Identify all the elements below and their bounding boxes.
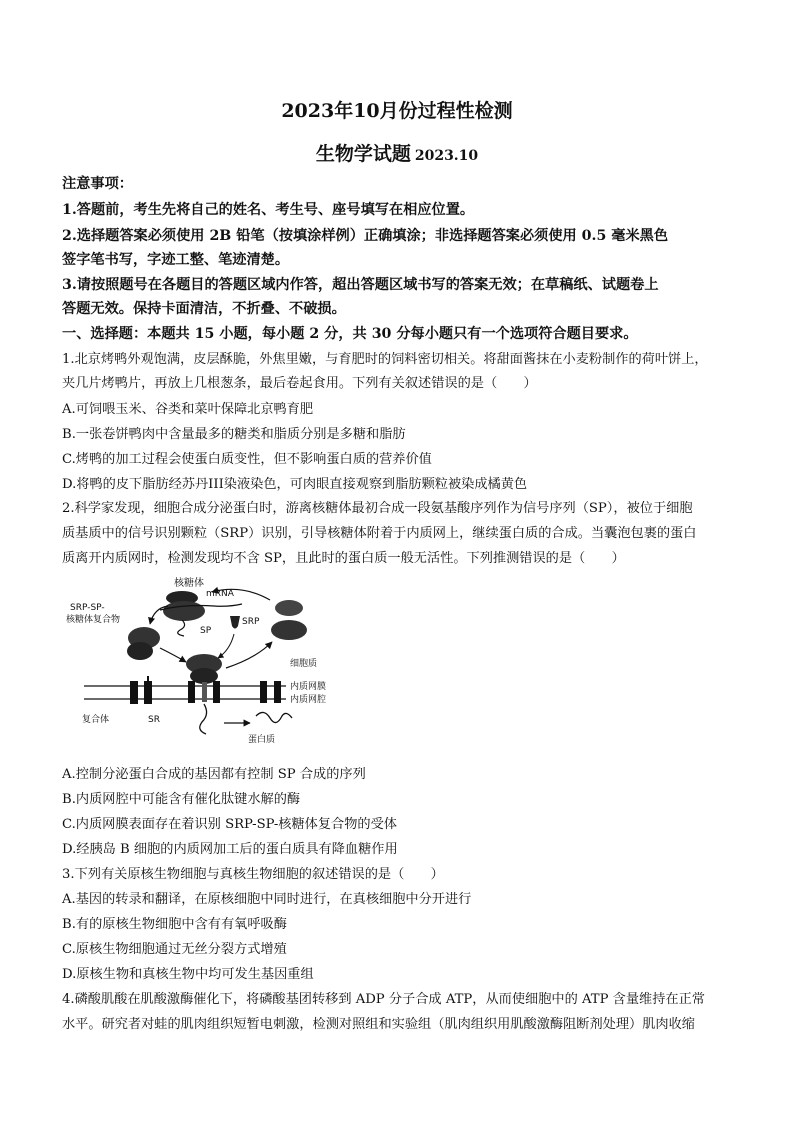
q3-option-a: A.基因的转录和翻译，在原核细胞中同时进行，在真核细胞中分开进行	[62, 892, 472, 907]
exam-title: 2023年10月份过程性检测	[281, 100, 513, 122]
q2-option-d: D.经胰岛 B 细胞的内质网加工后的蛋白质具有降血糖作用	[62, 842, 398, 857]
q4-stem-line-1: 4.磷酸肌酸在肌酸激酶催化下，将磷酸基团转移到 ADP 分子合成 ATP，从而使细胞中的 ATP 含量维持在正常	[62, 992, 705, 1007]
srp-pathway-diagram	[64, 576, 338, 748]
q3-option-b: B.有的原核生物细胞中含有有氧呼吸酶	[62, 917, 287, 932]
folded-protein	[256, 712, 292, 722]
label-cytoplasm: 细胞质	[290, 659, 318, 669]
q1-stem-line-2: 夹几片烤鸭片，再放上几根葱条，最后卷起食用。下列有关叙述错误的是（ ）	[62, 376, 537, 391]
q1-option-c: C.烤鸭的加工过程会使蛋白质变性，但不影响蛋白质的营养价值	[62, 452, 432, 467]
er-membrane	[84, 686, 286, 699]
label-ribosome: 核糖体	[174, 578, 204, 589]
q4-stem-line-2: 水平。研究者对蛙的肌肉组织短暂电刺激，检测对照组和实验组（肌肉组织用肌酸激酶阻断剂处理）肌肉收缩	[62, 1017, 695, 1032]
q1-option-b: B.一张卷饼鸭肉中含量最多的糖类和脂质分别是多糖和脂肪	[62, 427, 406, 442]
q3-option-c: C.原核生物细胞通过无丝分裂方式增殖	[62, 942, 287, 957]
arrow-to-membrane	[160, 648, 186, 662]
arrow-release	[226, 642, 272, 668]
srp-sp-ribosome-complex	[127, 627, 160, 660]
nascent-chain	[200, 704, 207, 734]
label-er-membrane: 内质网膜	[290, 682, 327, 692]
released-ribosome	[271, 600, 307, 640]
q1-option-a: A.可饲喂玉米、谷类和菜叶保障北京鸭育肥	[62, 402, 314, 417]
notice-item-2-line-2: 签字笔书写，字迹工整、笔迹清楚。	[62, 252, 290, 268]
q1-stem-line-1: 1.北京烤鸭外观饱满，皮层酥脆，外焦里嫩，与育肥时的饲料密切相关。将甜面酱抹在小麦粉制作的荷叶饼上，	[62, 352, 708, 367]
label-complex-line-2: 核糖体复合物	[66, 615, 121, 625]
q2-option-b: B.内质网腔中可能含有催化肽键水解的酶	[62, 792, 301, 807]
q2-stem-line-1: 2.科学家发现，细胞合成分泌蛋白时，游离核糖体最初合成一段氨基酸序列作为信号序列（SP），被位于细胞	[62, 501, 693, 516]
label-sr: SR	[148, 715, 160, 725]
label-srp: SRP	[242, 617, 260, 627]
label-complex-line-1: SRP-SP-	[70, 603, 105, 613]
arrow-srp	[218, 634, 234, 658]
notice-item-3-line-1: 3.请按照题号在各题目的答题区域内作答，超出答题区域书写的答案无效；在草稿纸、试题卷上	[62, 277, 659, 293]
label-mrna: mRNA	[206, 589, 234, 599]
q2-stem-line-3: 质离开内质网时，检测发现均不含 SP，且此时的蛋白质一般无活性。下列推测错误的是（ ）	[62, 551, 625, 566]
label-sp: SP	[200, 626, 212, 636]
label-protein: 蛋白质	[248, 735, 276, 745]
exam-date: 2023.10	[414, 148, 479, 164]
notice-item-2-line-1: 2.选择题答案必须使用 2B 铅笔（按填涂样例）正确填涂；非选择题答案必须使用 0.5 毫米黑色	[62, 228, 669, 244]
q2-option-a: A.控制分泌蛋白合成的基因都有控制 SP 合成的序列	[62, 767, 366, 782]
sr-receptor	[130, 676, 152, 704]
q1-option-d: D.将鸭的皮下脂肪经苏丹III染液染色，可肉眼直接观察到脂肪颗粒被染成橘黄色	[62, 477, 528, 492]
subject-title: 生物学试题	[315, 143, 411, 165]
notice-item-3-line-2: 答题无效。保持卡面清洁，不折叠、不破损。	[62, 301, 346, 317]
srp-particle	[230, 616, 240, 629]
q3-stem: 3.下列有关原核生物细胞与真核生物细胞的叙述错误的是（ ）	[62, 867, 444, 882]
q2-stem-line-2: 质基质中的信号识别颗粒（SRP）识别，引导核糖体附着于内质网上，继续蛋白质的合成。当囊泡包裹的蛋白	[62, 526, 697, 541]
section-1-heading: 一、选择题：本题共 15 小题，每小题 2 分，共 30 分每小题只有一个选项符合题目要求。	[62, 326, 638, 342]
label-receptor-complex: 复合体	[82, 715, 110, 725]
exam-subtitle	[0, 139, 794, 166]
notice-item-1: 1.答题前，考生先将自己的姓名、考生号、座号填写在相应位置。	[62, 202, 475, 218]
bound-ribosome	[186, 654, 222, 703]
translocon-right	[260, 681, 281, 703]
q2-option-c: C.内质网膜表面存在着识别 SRP-SP-核糖体复合物的受体	[62, 817, 397, 832]
label-er-lumen: 内质网腔	[290, 695, 327, 705]
notice-heading: 注意事项：	[62, 176, 133, 192]
q3-option-d: D.原核生物和真核生物中均可发生基因重组	[62, 967, 314, 982]
